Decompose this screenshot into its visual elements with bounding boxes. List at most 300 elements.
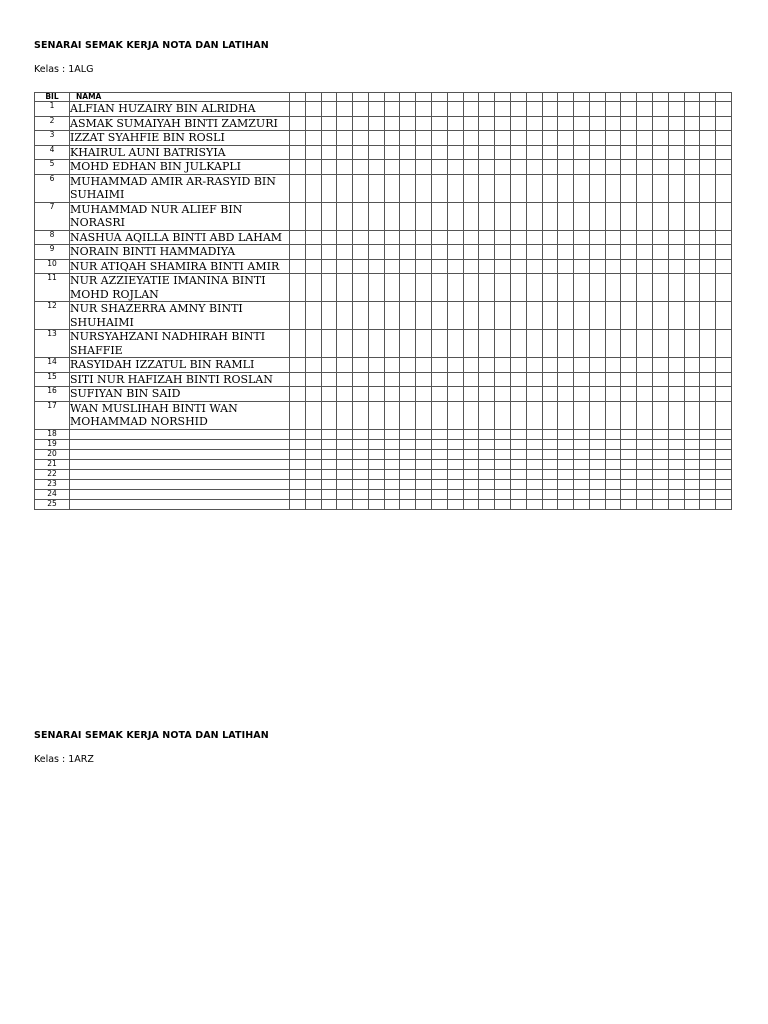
- check-cell[interactable]: [574, 459, 590, 469]
- check-cell[interactable]: [668, 245, 684, 260]
- check-cell[interactable]: [432, 145, 448, 160]
- check-cell[interactable]: [605, 479, 621, 489]
- check-cell[interactable]: [400, 102, 416, 117]
- check-cell[interactable]: [684, 274, 700, 302]
- check-cell[interactable]: [716, 174, 732, 202]
- check-cell[interactable]: [700, 459, 716, 469]
- check-cell[interactable]: [479, 469, 495, 479]
- check-cell[interactable]: [416, 499, 432, 509]
- check-cell[interactable]: [416, 439, 432, 449]
- check-cell[interactable]: [574, 131, 590, 146]
- check-cell[interactable]: [368, 102, 384, 117]
- check-cell[interactable]: [290, 230, 306, 245]
- check-cell[interactable]: [510, 401, 526, 429]
- check-cell[interactable]: [526, 479, 542, 489]
- check-cell[interactable]: [305, 479, 321, 489]
- check-cell[interactable]: [542, 439, 558, 449]
- check-cell[interactable]: [652, 202, 668, 230]
- check-cell[interactable]: [716, 459, 732, 469]
- check-cell[interactable]: [305, 499, 321, 509]
- check-cell[interactable]: [447, 449, 463, 459]
- check-cell[interactable]: [400, 499, 416, 509]
- check-cell[interactable]: [479, 499, 495, 509]
- check-cell[interactable]: [337, 449, 353, 459]
- check-cell[interactable]: [368, 116, 384, 131]
- check-cell[interactable]: [305, 245, 321, 260]
- check-cell[interactable]: [495, 449, 511, 459]
- check-cell[interactable]: [305, 202, 321, 230]
- check-cell[interactable]: [337, 259, 353, 274]
- check-cell[interactable]: [384, 401, 400, 429]
- check-cell[interactable]: [384, 479, 400, 489]
- check-cell[interactable]: [589, 302, 605, 330]
- check-cell[interactable]: [368, 459, 384, 469]
- check-cell[interactable]: [305, 429, 321, 439]
- check-cell[interactable]: [353, 259, 369, 274]
- check-cell[interactable]: [668, 489, 684, 499]
- check-cell[interactable]: [542, 145, 558, 160]
- check-cell[interactable]: [479, 245, 495, 260]
- check-cell[interactable]: [605, 358, 621, 373]
- check-cell[interactable]: [337, 174, 353, 202]
- check-cell[interactable]: [621, 245, 637, 260]
- check-cell[interactable]: [305, 358, 321, 373]
- check-cell[interactable]: [589, 401, 605, 429]
- check-cell[interactable]: [384, 145, 400, 160]
- check-cell[interactable]: [337, 489, 353, 499]
- check-cell[interactable]: [684, 439, 700, 449]
- check-cell[interactable]: [637, 489, 653, 499]
- check-cell[interactable]: [526, 174, 542, 202]
- check-cell[interactable]: [495, 160, 511, 175]
- check-cell[interactable]: [400, 358, 416, 373]
- check-cell[interactable]: [400, 459, 416, 469]
- check-cell[interactable]: [400, 469, 416, 479]
- check-cell[interactable]: [526, 131, 542, 146]
- check-cell[interactable]: [463, 401, 479, 429]
- check-cell[interactable]: [668, 459, 684, 469]
- check-cell[interactable]: [510, 439, 526, 449]
- check-cell[interactable]: [510, 372, 526, 387]
- check-cell[interactable]: [526, 439, 542, 449]
- check-cell[interactable]: [479, 274, 495, 302]
- check-cell[interactable]: [684, 449, 700, 459]
- check-cell[interactable]: [621, 230, 637, 245]
- check-cell[interactable]: [432, 102, 448, 117]
- check-cell[interactable]: [416, 202, 432, 230]
- check-cell[interactable]: [574, 302, 590, 330]
- check-cell[interactable]: [432, 274, 448, 302]
- check-cell[interactable]: [432, 429, 448, 439]
- check-cell[interactable]: [384, 489, 400, 499]
- check-cell[interactable]: [432, 116, 448, 131]
- check-cell[interactable]: [542, 274, 558, 302]
- check-cell[interactable]: [684, 479, 700, 489]
- check-cell[interactable]: [558, 499, 574, 509]
- check-cell[interactable]: [605, 230, 621, 245]
- check-cell[interactable]: [684, 302, 700, 330]
- check-cell[interactable]: [321, 145, 337, 160]
- check-cell[interactable]: [716, 469, 732, 479]
- check-cell[interactable]: [368, 358, 384, 373]
- check-cell[interactable]: [637, 202, 653, 230]
- check-cell[interactable]: [290, 489, 306, 499]
- check-cell[interactable]: [700, 245, 716, 260]
- check-cell[interactable]: [495, 330, 511, 358]
- check-cell[interactable]: [337, 116, 353, 131]
- check-cell[interactable]: [637, 274, 653, 302]
- check-cell[interactable]: [700, 202, 716, 230]
- check-cell[interactable]: [668, 330, 684, 358]
- check-cell[interactable]: [605, 401, 621, 429]
- check-cell[interactable]: [542, 230, 558, 245]
- check-cell[interactable]: [510, 449, 526, 459]
- check-cell[interactable]: [684, 259, 700, 274]
- check-cell[interactable]: [495, 372, 511, 387]
- check-cell[interactable]: [621, 174, 637, 202]
- check-cell[interactable]: [447, 469, 463, 479]
- check-cell[interactable]: [526, 387, 542, 402]
- check-cell[interactable]: [384, 429, 400, 439]
- check-cell[interactable]: [353, 429, 369, 439]
- check-cell[interactable]: [605, 459, 621, 469]
- check-cell[interactable]: [668, 387, 684, 402]
- check-cell[interactable]: [290, 499, 306, 509]
- check-cell[interactable]: [463, 145, 479, 160]
- check-cell[interactable]: [384, 102, 400, 117]
- check-cell[interactable]: [479, 116, 495, 131]
- check-cell[interactable]: [605, 449, 621, 459]
- check-cell[interactable]: [384, 302, 400, 330]
- check-cell[interactable]: [510, 116, 526, 131]
- check-cell[interactable]: [321, 202, 337, 230]
- check-cell[interactable]: [432, 358, 448, 373]
- check-cell[interactable]: [574, 372, 590, 387]
- check-cell[interactable]: [574, 387, 590, 402]
- check-cell[interactable]: [574, 358, 590, 373]
- check-cell[interactable]: [589, 230, 605, 245]
- check-cell[interactable]: [652, 499, 668, 509]
- check-cell[interactable]: [290, 160, 306, 175]
- check-cell[interactable]: [290, 145, 306, 160]
- check-cell[interactable]: [416, 429, 432, 439]
- check-cell[interactable]: [432, 459, 448, 469]
- check-cell[interactable]: [700, 499, 716, 509]
- check-cell[interactable]: [400, 145, 416, 160]
- check-cell[interactable]: [668, 145, 684, 160]
- check-cell[interactable]: [337, 245, 353, 260]
- check-cell[interactable]: [353, 230, 369, 245]
- check-cell[interactable]: [542, 245, 558, 260]
- check-cell[interactable]: [621, 449, 637, 459]
- check-cell[interactable]: [526, 489, 542, 499]
- check-cell[interactable]: [368, 230, 384, 245]
- check-cell[interactable]: [416, 102, 432, 117]
- check-cell[interactable]: [495, 469, 511, 479]
- check-cell[interactable]: [305, 401, 321, 429]
- check-cell[interactable]: [716, 489, 732, 499]
- check-cell[interactable]: [479, 259, 495, 274]
- check-cell[interactable]: [447, 479, 463, 489]
- check-cell[interactable]: [368, 174, 384, 202]
- check-cell[interactable]: [495, 274, 511, 302]
- check-cell[interactable]: [479, 358, 495, 373]
- check-cell[interactable]: [542, 489, 558, 499]
- check-cell[interactable]: [716, 429, 732, 439]
- check-cell[interactable]: [321, 459, 337, 469]
- check-cell[interactable]: [510, 358, 526, 373]
- check-cell[interactable]: [495, 459, 511, 469]
- check-cell[interactable]: [353, 274, 369, 302]
- check-cell[interactable]: [700, 259, 716, 274]
- check-cell[interactable]: [463, 372, 479, 387]
- check-cell[interactable]: [463, 245, 479, 260]
- check-cell[interactable]: [353, 469, 369, 479]
- check-cell[interactable]: [668, 174, 684, 202]
- check-cell[interactable]: [353, 449, 369, 459]
- check-cell[interactable]: [621, 202, 637, 230]
- check-cell[interactable]: [384, 131, 400, 146]
- check-cell[interactable]: [589, 259, 605, 274]
- check-cell[interactable]: [574, 449, 590, 459]
- check-cell[interactable]: [605, 439, 621, 449]
- check-cell[interactable]: [305, 449, 321, 459]
- check-cell[interactable]: [652, 116, 668, 131]
- check-cell[interactable]: [574, 116, 590, 131]
- check-cell[interactable]: [495, 102, 511, 117]
- check-cell[interactable]: [684, 489, 700, 499]
- check-cell[interactable]: [542, 499, 558, 509]
- check-cell[interactable]: [526, 499, 542, 509]
- check-cell[interactable]: [605, 372, 621, 387]
- check-cell[interactable]: [652, 330, 668, 358]
- check-cell[interactable]: [321, 259, 337, 274]
- check-cell[interactable]: [716, 145, 732, 160]
- check-cell[interactable]: [558, 245, 574, 260]
- check-cell[interactable]: [637, 387, 653, 402]
- check-cell[interactable]: [321, 274, 337, 302]
- check-cell[interactable]: [384, 245, 400, 260]
- check-cell[interactable]: [510, 160, 526, 175]
- check-cell[interactable]: [321, 131, 337, 146]
- check-cell[interactable]: [479, 330, 495, 358]
- check-cell[interactable]: [700, 429, 716, 439]
- check-cell[interactable]: [305, 145, 321, 160]
- check-cell[interactable]: [463, 230, 479, 245]
- check-cell[interactable]: [716, 387, 732, 402]
- check-cell[interactable]: [558, 429, 574, 439]
- check-cell[interactable]: [589, 131, 605, 146]
- check-cell[interactable]: [400, 429, 416, 439]
- check-cell[interactable]: [716, 302, 732, 330]
- check-cell[interactable]: [526, 469, 542, 479]
- check-cell[interactable]: [416, 449, 432, 459]
- check-cell[interactable]: [558, 489, 574, 499]
- check-cell[interactable]: [337, 330, 353, 358]
- check-cell[interactable]: [416, 160, 432, 175]
- check-cell[interactable]: [558, 102, 574, 117]
- check-cell[interactable]: [479, 302, 495, 330]
- check-cell[interactable]: [574, 230, 590, 245]
- check-cell[interactable]: [605, 429, 621, 439]
- check-cell[interactable]: [510, 230, 526, 245]
- check-cell[interactable]: [700, 489, 716, 499]
- check-cell[interactable]: [400, 401, 416, 429]
- check-cell[interactable]: [558, 387, 574, 402]
- check-cell[interactable]: [668, 302, 684, 330]
- check-cell[interactable]: [463, 387, 479, 402]
- check-cell[interactable]: [432, 174, 448, 202]
- check-cell[interactable]: [384, 274, 400, 302]
- check-cell[interactable]: [684, 469, 700, 479]
- check-cell[interactable]: [495, 131, 511, 146]
- check-cell[interactable]: [321, 469, 337, 479]
- check-cell[interactable]: [463, 459, 479, 469]
- check-cell[interactable]: [368, 372, 384, 387]
- check-cell[interactable]: [637, 449, 653, 459]
- check-cell[interactable]: [526, 116, 542, 131]
- check-cell[interactable]: [447, 358, 463, 373]
- check-cell[interactable]: [684, 102, 700, 117]
- check-cell[interactable]: [637, 358, 653, 373]
- check-cell[interactable]: [416, 401, 432, 429]
- check-cell[interactable]: [337, 358, 353, 373]
- check-cell[interactable]: [621, 387, 637, 402]
- check-cell[interactable]: [432, 131, 448, 146]
- check-cell[interactable]: [605, 302, 621, 330]
- check-cell[interactable]: [416, 116, 432, 131]
- check-cell[interactable]: [574, 202, 590, 230]
- check-cell[interactable]: [337, 499, 353, 509]
- check-cell[interactable]: [510, 429, 526, 439]
- check-cell[interactable]: [716, 160, 732, 175]
- check-cell[interactable]: [526, 274, 542, 302]
- check-cell[interactable]: [290, 449, 306, 459]
- check-cell[interactable]: [368, 145, 384, 160]
- check-cell[interactable]: [589, 372, 605, 387]
- check-cell[interactable]: [589, 469, 605, 479]
- check-cell[interactable]: [400, 449, 416, 459]
- check-cell[interactable]: [589, 459, 605, 469]
- check-cell[interactable]: [432, 439, 448, 449]
- check-cell[interactable]: [321, 479, 337, 489]
- check-cell[interactable]: [447, 174, 463, 202]
- check-cell[interactable]: [716, 499, 732, 509]
- check-cell[interactable]: [574, 499, 590, 509]
- check-cell[interactable]: [447, 116, 463, 131]
- check-cell[interactable]: [526, 302, 542, 330]
- check-cell[interactable]: [447, 230, 463, 245]
- check-cell[interactable]: [321, 499, 337, 509]
- check-cell[interactable]: [305, 174, 321, 202]
- check-cell[interactable]: [432, 330, 448, 358]
- check-cell[interactable]: [290, 245, 306, 260]
- check-cell[interactable]: [321, 429, 337, 439]
- check-cell[interactable]: [479, 102, 495, 117]
- check-cell[interactable]: [668, 499, 684, 509]
- check-cell[interactable]: [558, 372, 574, 387]
- check-cell[interactable]: [637, 116, 653, 131]
- check-cell[interactable]: [416, 245, 432, 260]
- check-cell[interactable]: [368, 439, 384, 449]
- check-cell[interactable]: [479, 387, 495, 402]
- check-cell[interactable]: [684, 499, 700, 509]
- check-cell[interactable]: [353, 489, 369, 499]
- check-cell[interactable]: [495, 230, 511, 245]
- check-cell[interactable]: [668, 372, 684, 387]
- check-cell[interactable]: [652, 259, 668, 274]
- check-cell[interactable]: [605, 489, 621, 499]
- check-cell[interactable]: [510, 387, 526, 402]
- check-cell[interactable]: [684, 116, 700, 131]
- check-cell[interactable]: [353, 479, 369, 489]
- check-cell[interactable]: [589, 145, 605, 160]
- check-cell[interactable]: [479, 429, 495, 439]
- check-cell[interactable]: [605, 174, 621, 202]
- check-cell[interactable]: [447, 102, 463, 117]
- check-cell[interactable]: [305, 116, 321, 131]
- check-cell[interactable]: [384, 469, 400, 479]
- check-cell[interactable]: [542, 449, 558, 459]
- check-cell[interactable]: [321, 372, 337, 387]
- check-cell[interactable]: [700, 102, 716, 117]
- check-cell[interactable]: [353, 145, 369, 160]
- check-cell[interactable]: [384, 160, 400, 175]
- check-cell[interactable]: [558, 302, 574, 330]
- check-cell[interactable]: [337, 102, 353, 117]
- check-cell[interactable]: [668, 230, 684, 245]
- check-cell[interactable]: [652, 459, 668, 469]
- check-cell[interactable]: [337, 401, 353, 429]
- check-cell[interactable]: [305, 459, 321, 469]
- check-cell[interactable]: [668, 469, 684, 479]
- check-cell[interactable]: [652, 372, 668, 387]
- check-cell[interactable]: [479, 131, 495, 146]
- check-cell[interactable]: [305, 302, 321, 330]
- check-cell[interactable]: [479, 372, 495, 387]
- check-cell[interactable]: [510, 302, 526, 330]
- check-cell[interactable]: [416, 479, 432, 489]
- check-cell[interactable]: [510, 469, 526, 479]
- check-cell[interactable]: [353, 174, 369, 202]
- check-cell[interactable]: [353, 401, 369, 429]
- check-cell[interactable]: [432, 245, 448, 260]
- check-cell[interactable]: [621, 479, 637, 489]
- check-cell[interactable]: [652, 245, 668, 260]
- check-cell[interactable]: [290, 439, 306, 449]
- check-cell[interactable]: [384, 116, 400, 131]
- check-cell[interactable]: [542, 174, 558, 202]
- check-cell[interactable]: [368, 245, 384, 260]
- check-cell[interactable]: [447, 302, 463, 330]
- check-cell[interactable]: [668, 439, 684, 449]
- check-cell[interactable]: [432, 387, 448, 402]
- check-cell[interactable]: [716, 449, 732, 459]
- check-cell[interactable]: [495, 302, 511, 330]
- check-cell[interactable]: [621, 330, 637, 358]
- check-cell[interactable]: [558, 259, 574, 274]
- check-cell[interactable]: [542, 429, 558, 439]
- check-cell[interactable]: [463, 302, 479, 330]
- check-cell[interactable]: [400, 202, 416, 230]
- check-cell[interactable]: [558, 459, 574, 469]
- check-cell[interactable]: [447, 274, 463, 302]
- check-cell[interactable]: [605, 102, 621, 117]
- check-cell[interactable]: [305, 259, 321, 274]
- check-cell[interactable]: [542, 116, 558, 131]
- check-cell[interactable]: [432, 259, 448, 274]
- check-cell[interactable]: [495, 245, 511, 260]
